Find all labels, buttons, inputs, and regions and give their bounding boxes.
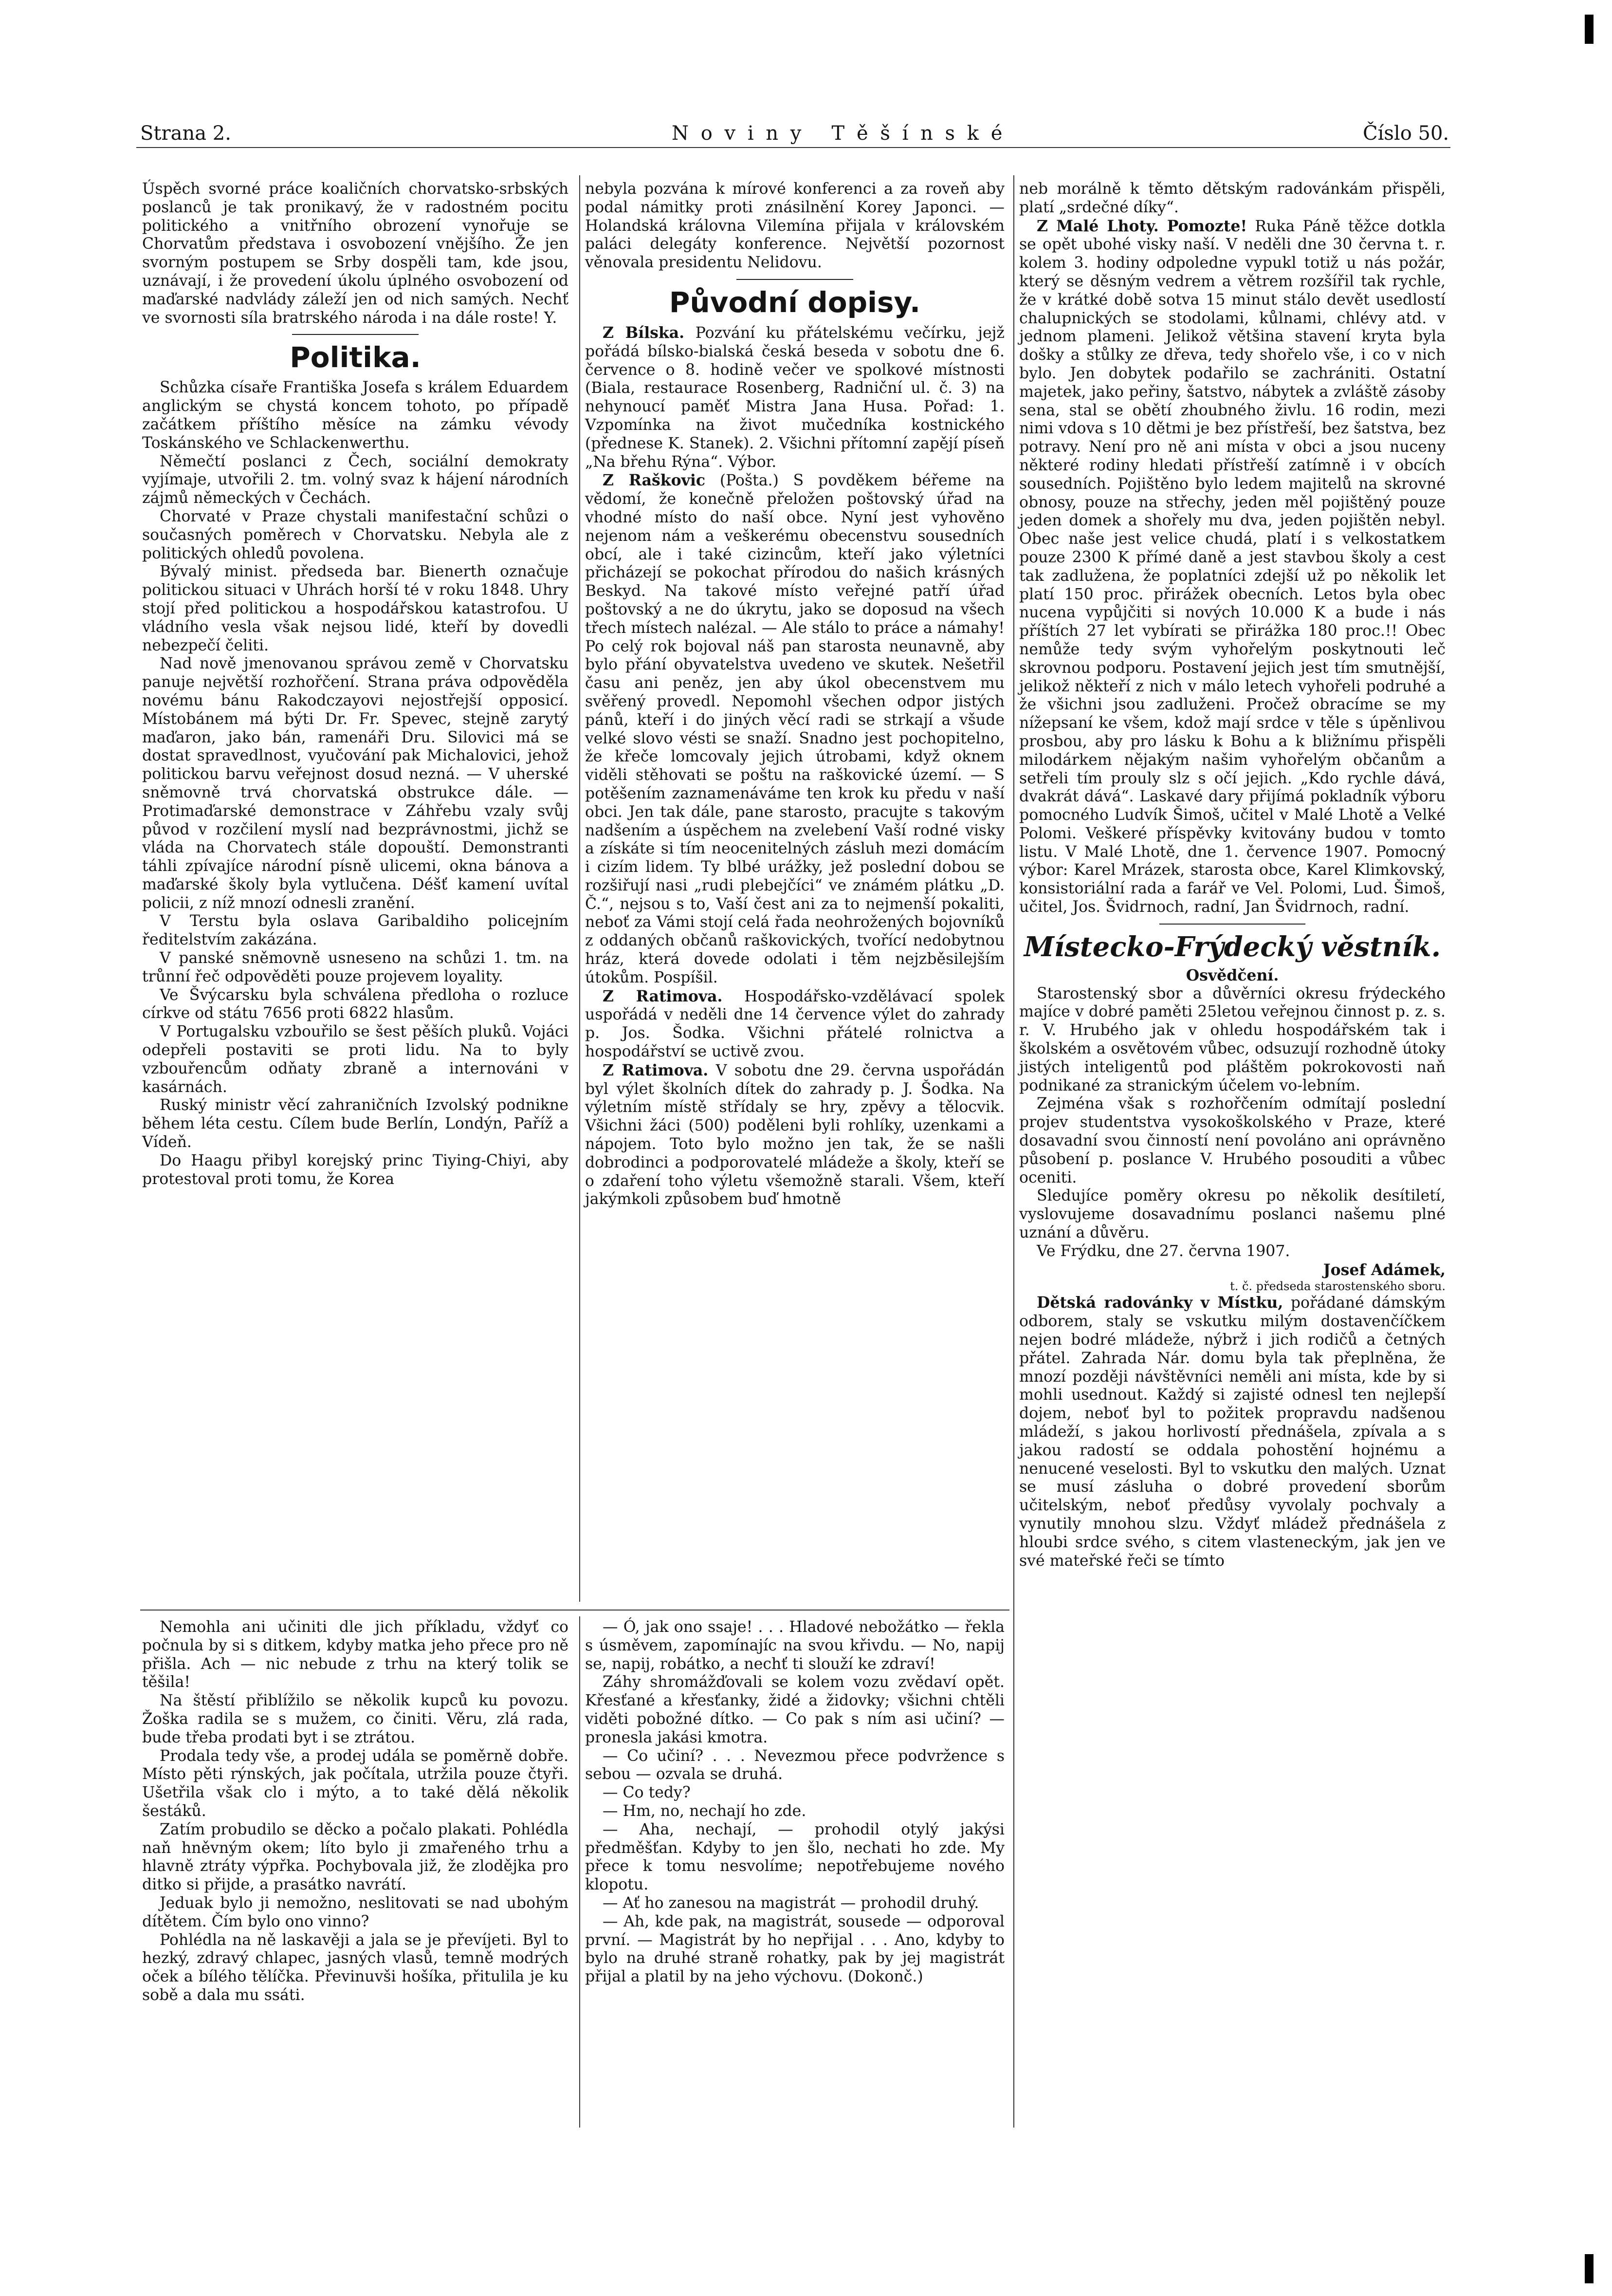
story-paragraph: — Co učiní? . . . Nevezmou přece podvržence s sebou — ozvala se druhá. [585, 1747, 1005, 1783]
story-divider [140, 1610, 1009, 1611]
story-paragraph: Jeduak bylo ji nemožno, neslitovati se nad ubohým dítětem. Čím bylo ono vinno? [142, 1894, 568, 1930]
article-paragraph: Chorvaté v Praze chystali manifestační schůzi o současných poměrech v Chorvatsku. Nebyla ale z politických ohledů povolena. [142, 507, 568, 562]
letter-paragraph [585, 324, 1005, 471]
story-paragraph: — Ať ho zanesou na magistrát — prohodil druhý. [603, 1894, 979, 1912]
story-paragraph: — Aha, nechají, — prohodil otylý jakýsi předměšťan. Kdyby to jen šlo, nechati ho zde. My přece k tomu nesvolíme; nepotřebujeme nového klopotu. [585, 1820, 1005, 1894]
letter-place: Z Ratimova. [603, 1061, 709, 1079]
statement-date: Ve Frýdku, dne 27. června 1907. [1037, 1242, 1290, 1260]
separator [736, 279, 853, 280]
article-paragraph: Bývalý minist. předseda bar. Bienerth označuje politickou situaci v Uhrách horší té v roku 1848. Uhry stojí před politickou a hospodářskou katastrofou. U vládního vesla však nejsou lidé, kteří by dovedli nebezpečí čeliti. [142, 563, 568, 654]
letter-text: Pozvání ku přátelskému večírku, jejž pořádá bílsko-bialská česká beseda v sobotu dne 6. července o 8. hodině večer ve spolkové místnosti (Biala, restaurace Rosenberg, Radniční ul. č. 3) na nehynoucí paměť Mistra Jana Husa. Pořad: 1. Vzpomínka na život mučedníka kostnického (přednese K. Stanek). 2. Všichni přítomní zapějí píseň „Na břehu Rýna“. Výbor. [585, 324, 1005, 471]
page-number: Strana 2. [140, 122, 231, 145]
letter-place: Z Ratimova. [603, 987, 723, 1005]
signature-title: t. č. předseda starostenského sboru. [1230, 1279, 1446, 1294]
header-rule [136, 147, 1450, 148]
article-paragraph: V panské sněmovně usneseno na schůzi 1. tm. na trůnní řeč odpověděti pouze projevem loyality. [142, 949, 568, 985]
signature-name: Josef Adámek, [1323, 1260, 1446, 1279]
article-paragraph: Ruský ministr věcí zahraničních Izvolský podnikne během léta cestu. Cílem bude Berlín, Londýn, Paříž a Vídeň. [142, 1096, 568, 1151]
story-paragraph: — Ó, jak ono ssaje! . . . Hladové nebožátko — řekla s úsměvem, zapomínajíc na svou křivdu. — No, napij se, napij, robátko, a nechť ti slouží ke zdraví! [585, 1618, 1005, 1673]
intro-paragraph: Úspěch svorné práce koaličních chorvatsko-srbských poslanců je tak pronikavý, že v radostném pocitu politického a vnitřního obrození vynořuje se Chorvatům představa i osvobození vnějšího. Že jen svorným postupem se Srby dospěli tam, kde jsou, uznávají, i že provedení úkolu úplného osvobození od maďarské nadvlády záleží jen od nich samých. Nechť ve svornosti síla bratrského národa i na dále roste! Y. [142, 180, 568, 327]
column-divider-2 [1013, 175, 1014, 2128]
letter-text: (Pošta.) S povděkem béřeme na vědomí, že konečně přeložen poštovský úřad na vhodné místo do naší obce. Nyní jest vyhověno nejenom nám a veškerému obecenstvu sousedních obcí, ale i také cizincům, kteří jako výletníci přicházejí se pokochat přírodou do našich krásných Beskyd. Na takové místo veřejné patří úřad poštovský a ne do úkrytu, jako se doposud na všech třech místech nalézal. — Ale stálo to práce a námahy! Po celý rok bojoval náš pan starosta neunavně, aby bylo přání obyvatelstva uvedeno ve skutek. Nešetřil času ani peněz, jen aby úkol obecenstvem mu svěřený provedl. Nepomohl všechen odpor jistých pánů, kteří i do jiných věcí radi se strkají a všude velké slovo vésti se snaží. Snadno jest pochopitelno, že křeče lomcovaly jejich útrobami, když oknem viděli stěhovati se poštu na raškovické území. — S potěšením zaznamenáváme ten krok ku předu v naší obci. Jen tak dále, pane starosto, pracujte s takovým nadšením a úspěchem na zvelebení Vaší rodné visky a získáte si tím neocenitelných zásluh mezi domácím i cizím lidem. Ty blbé urážky, jež poslední dobou se rozšiřují nasi „rudi plebejčíci“ ve známém plátku „D. Č.“, nejsou s to, Vaší čest ani za to nejmenší pokaliti, neboť za Vámi stojí celá řada neohrožených bojovníků z oddaných občanů raškovických, tvořící nedobytnou hráz, která dovede odolati i těm nejzběsilejším útokům. Pospíšil. [585, 472, 1005, 986]
letter-paragraph [585, 1061, 1005, 1209]
article-paragraph: Ve Švýcarsku byla schválena předloha o rozluce církve od státu 7656 proti 6822 hlasům. [142, 986, 568, 1022]
report-title: Dětská radovánky v Místku, [1037, 1294, 1283, 1312]
story-paragraph: Nemohla ani učiniti dle jich příkladu, vždyť co počnula by si s ditkem, kdyby matka jeho přece pro ně přišla. Ach — nic nebude z trhu na který tolik se těšila! [142, 1618, 568, 1691]
separator [1159, 924, 1305, 925]
article-paragraph: Do Haagu přibyl korejský princ Tiying-Chiyi, aby protestoval proti tomu, že Korea [142, 1151, 568, 1188]
article-continuation: neb morálně k těmto dětským radovánkám přispěli, platí „srdečné díky“. [1019, 180, 1446, 216]
section-heading-dopisy: Původní dopisy. [669, 285, 921, 319]
statement-paragraph: Sledujíce poměry okresu po několik desítiletí, vyslovujeme dosavadnímu poslanci našemu plné uznání a důvěru. [1019, 1187, 1446, 1242]
feuilleton-column-1 [142, 1618, 568, 2005]
column-divider-1 [579, 175, 580, 1602]
story-paragraph: Pohlédla na ně laskavěji a jala se je převíjeti. Byl to hezký, zdravý chlapec, jasných vlasů, temně modrých oček a bílého tělíčka. Převinuvši hošíka, přitulila je ku sobě a dala mu ssáti. [142, 1931, 568, 2004]
column-3 [1019, 180, 1446, 1570]
section-heading-politika: Politika. [290, 341, 421, 374]
story-paragraph: Na štěstí přiblížilo se několik kupců ku povozu. Žoška radila se s mužem, co činiti. Věru, zlá rada, bude třeba prodati byt i se ztrátou. [142, 1692, 568, 1746]
appeal-title: Z Malé Lhoty. Pomozte! [1037, 217, 1247, 235]
article-continuation: nebyla pozvána k mírové konferenci a za roveň aby podal námitky proti znásilnění Korey Japonci. — Holandská královna Vilemína přijala v královském paláci delegáty konference. Největší pozornost věnovala presidentu Nelidovu. [585, 180, 1005, 272]
article-paragraph: Němečtí poslanci z Čech, sociální demokraty vyjímaje, utvořili 2. tm. volný svaz k hájení národních zájmů německých v Čechách. [142, 452, 568, 507]
scan-edge-bottom [1585, 2254, 1594, 2283]
letter-paragraph [585, 471, 1005, 987]
letter-place: Z Bílska. [603, 323, 685, 342]
section-heading-vestnik: Místecko-Frýdecký věstník. [1024, 930, 1441, 963]
column-divider-bottom [579, 1616, 580, 2128]
separator [292, 334, 419, 335]
letter-text: Hospodářsko-vzdělávací spolek uspořádá v neděli dne 14 července výlet do zahrady p. Jos. Šodka. Všichni přátelé rolnictva a hospodářství se uctivě zvou. [585, 987, 1005, 1061]
letter-place: Z Raškovic [603, 471, 706, 490]
report-paragraph [1019, 1294, 1446, 1570]
story-paragraph: — Hm, no, nechají ho zde. [603, 1802, 806, 1820]
scan-edge-top [1585, 15, 1594, 44]
statement-paragraph: Starostenský sbor a důvěrníci okresu frýdeckého majíce v dobré paměti 25letou veřejnou činnost p. z. s. r. V. Hrubého jak v ohledu hospodářském tak i školském a osvětovém vůbec, odsuzují rozhodně útoky jistých inteligentů pod pláštěm pokrokovosti naň podnikané za stranickým účelem vo-lebním. [1019, 984, 1446, 1094]
story-paragraph: Prodala tedy vše, a prodej udála se poměrně dobře. Místo pěti rýnských, jak počítala, utržila pouze čtyři. Ušetřila však clo i mýto, a to také dělá několik šestáků. [142, 1747, 568, 1820]
story-paragraph: — Co tedy? [603, 1784, 691, 1802]
story-paragraph: Zatím probudilo se děcko a počalo plakati. Pohlédla naň hněvným okem; líto bylo ji zmařeného trhu a hlavně ztráty výpřka. Pochybovala již, že zlodějka pro ditko si přijde, a prasátko navrátí. [142, 1820, 568, 1894]
letter-text: V sobotu dne 29. června uspořádán byl výlet školních dítek do zahrady p. J. Šodka. Na výletním místě střídaly se hry, zpěvy a tělocvik. Všichni žáci (500) poděleni byli rohlíky, uzenkami a nápojem. Toto bylo možno jen tak, že se našli dobrodinci a podporovatelé mládeže a školy, kteří se o zdaření toho výletu všemožně starali. Všem, kteří jakýmkoli způsobem buď hmotně [585, 1061, 1005, 1208]
article-paragraph: Schůzka císaře Františka Josefa s králem Eduardem anglickým se chystá koncem tohoto, po případě začátkem příštího měsíce na zámku vévody Toskánského ve Schlackenwerthu. [142, 379, 568, 452]
newspaper-title: N o v i n y T ě š í n s k é [672, 122, 1006, 145]
appeal-paragraph [1019, 217, 1446, 917]
column-1 [142, 180, 568, 1188]
article-paragraph: Nad nově jmenovanou správou země v Chorvatsku panuje největší rozhořčení. Strana práva odpověděla novému bánu Rakodczayovi nejostřejší opposicí. Místobánem má býti Dr. Fr. Spevec, stejně zarytý maďaron, jako bán, ramenáři Dru. Silovici má se dostat spravedlnost, vyučování pak Michalovici, jehož politickou barvu veřejnost dosud nezná. — V uherské sněmovně trvá chorvatská obstrukce dále. — Protimaďarské demonstrace v Záhřebu vzaly svůj původ v rozčilení myslí nad bezprávnostmi, jichž se vláda na Chorvatech stále dopouští. Demonstranti táhli zpívajíce národní písně ulicemi, okna bánova a maďarské školy byla vytlučena. Déšť kamení uvítal policii, z níž mnozí odnesli zranění. [142, 655, 568, 912]
letter-paragraph [585, 987, 1005, 1061]
article-paragraph: V Terstu byla oslava Garibaldiho policejním ředitelstvím zakázána. [142, 912, 568, 949]
article-paragraph: V Portugalsku vzbouřilo se šest pěších pluků. Vojáci odepřeli postaviti se proti lidu. Na to byly vzbouřencům odňaty zbraně a internováni v kasárnách. [142, 1023, 568, 1096]
statement-paragraph: Zejména však s rozhořčením odmítají poslední projev studentstva vysokoškolského v Praze, které dosavadní svou činností není povoláno ani oprávněno působení p. poslance V. Hrubého posouditi a vůbec oceniti. [1019, 1095, 1446, 1186]
subheading-osvedceni: Osvědčení. [1186, 966, 1279, 984]
appeal-text: Ruka Páně těžce dotkla se opět ubohé visky naší. V neděli dne 30 června t. r. kolem 3. hodiny odpoledne vypukl totiž u nás požár, který se děsným vedrem a větrem rozšířil tak rychle, že v krátké době sotva 15 minut stálo devět usedlostí chalupnických se stodolami, kůlnami, chlévy atd. v jednom plameni. Jelikož většina stavení kryta byla došky a stůlky ze dřeva, tedy shořelo vše, i co v nich bylo. Jen dobytek podařilo se zachrániti. Ostatní majetek, jako peřiny, šatstvo, nábytek a zvláště zásoby sena, stal se obětí zhoubného živlu. 16 rodin, mezi nimi vdova s 10 dětmi je bez přístřeší, bez šatstva, bez potravy. Není pro ně ani místa v obci a jsou nuceny některé rodiny hledati přístřeší zatímně i v obcích sousedních. Pojištěno bylo ledem majitelů na skrovné obnosy, pouze na střechy, jeden měl pojištěný pouze jeden domek a shořely mu dva, jeden pojištěn nebyl. Obec naše jest velice chudá, platí i s velkostatkem pouze 2300 K přímé daně a jest stavbou školy a cest tak zadlužena, že poplatníci zdejší už po několik let platí 150 proc. přirážek obecních. Letos byla obec nucena vypůjčiti si nových 10.000 K a bude i nás příštích 27 let vybírati se přirážka 180 proc.!! Obec nemůže tedy svým vyhořelým poskytnouti leč skrovnou podporu. Postavení jejich jest tím smutnější, jelikož někteří z nich v málo letech vyhořeli podruhé a že všichni jsou zadluženi. Pročež obracíme se my nížepsaní ke všem, kdož mají srdce v těle s úpěnlivou prosbou, aby pro lásku k Bohu a k bližnímu přispěli milodárkem nějakým našim vyhořelým občanům a setřeli tím prouly slz s očí jejich. „Kdo rychle dává, dvakrát dává“. Laskavé dary přijímá pokladník výboru pomocného Ludvík Šimoš, učitel v Malé Lhotě a Velké Polomi. Veškeré příspěvky kvitovány budou v tomto listu. V Malé Lhotě, dne 1. července 1907. Pomocný výbor: Karel Mrázek, starosta obce, Karel Klimkovský, konsistoriální rada a farář ve Vel. Polomi, Lud. Šimoš, učitel, Jos. Švidrnoch, radní, Jan Švidrnoch, radní. [1019, 217, 1446, 916]
feuilleton-column-2 [585, 1618, 1005, 1986]
column-2 [585, 180, 1005, 1209]
story-paragraph: — Ah, kde pak, na magistrát, sousede — odporoval první. — Magistrát by ho nepřijal . . . Ano, kdyby to bylo na druhé straně rohatky, pak by jej magistrát přijal a platil by na jeho výchovu. (Dokonč.) [585, 1912, 1005, 1986]
report-text: pořádané dámským odborem, staly se vskutku milým dostavenčíčkem nejen bodré mládeže, nýbrž i jich rodičů a četných přátel. Zahrada Nár. domu byla tak přeplněna, že mnozí později návštěvníci neměli ani místa, kde by si mohli usednout. Každý si zajisté odnesl ten nejlepší dojem, neboť byl to požitek propravdu nadšenou mládeží, s jakou horlivostí přednášela, zpívala a s jakou radostí se oddala pohostění hojnému a nenucené veselosti. Byl to vskutku den malých. Uznat se musí zásluha o dobré provedení sborům učitelským, neboť předůsy vyvolaly pochvaly a vynutily mnohou slzu. Vždyť mládež přednášela z hloubi srdce svého, s citem vlasteneckým, jak jen ve své mateřské řeči se tímto [1019, 1294, 1446, 1570]
story-paragraph: Záhy shromážďovali se kolem vozu zvědaví opět. Křesťané a křesťanky, židé a židovky; všichni chtěli viděti pobožné dítko. — Co pak s ním asi učiní? — pronesla jakási kmotra. [585, 1673, 1005, 1746]
issue-number: Číslo 50. [1363, 122, 1449, 145]
